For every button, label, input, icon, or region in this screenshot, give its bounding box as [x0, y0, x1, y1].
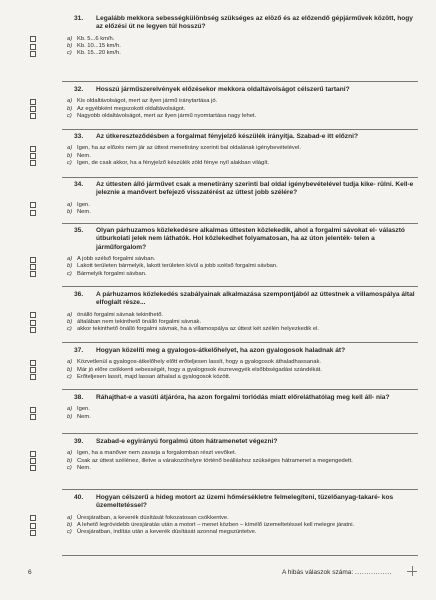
- question-35: [62, 227, 418, 278]
- answer-checkbox[interactable]: [30, 257, 36, 263]
- answer-option[interactable]: a) Kis oldaltávolságot, mert az ilyen jármű iránytartása jó.: [30, 98, 418, 105]
- answer-option[interactable]: a) Igen, ha az előzés nem jár az úttest menetirány szerinti bal oldalának igénybevételével.: [30, 145, 418, 152]
- question-number: 36.: [74, 291, 84, 298]
- answer-option[interactable]: c) Üresjáratban, indítás után a keverék dúsítását azonnal megszüntetve.: [30, 529, 418, 536]
- question-33: [62, 133, 418, 167]
- separator-line: [62, 389, 418, 390]
- question-36: [62, 291, 418, 333]
- question-32: [62, 86, 418, 120]
- answer-option[interactable]: b) Már jó előre csökkenti sebességét, hogy a gyalogosok észrevegyék elsőbbségadási szándékát.: [30, 367, 418, 374]
- separator-line: [62, 342, 418, 343]
- answer-checkbox[interactable]: [30, 146, 36, 152]
- answer-checkbox[interactable]: [30, 36, 36, 42]
- answer-checkbox[interactable]: [30, 523, 36, 529]
- error-count-blank[interactable]: ................: [355, 569, 392, 576]
- question-number: 40.: [74, 494, 84, 501]
- separator-line: [62, 286, 418, 287]
- answer-option[interactable]: b) Csak az úttest szélénez, illetve a várakozóhelyre történő beálláshoz szükséges hátramenet a megengedett.: [30, 458, 418, 465]
- answer-checkbox[interactable]: [30, 106, 36, 112]
- answer-option[interactable]: b) Nem.: [30, 209, 418, 216]
- answer-option[interactable]: a) Kb. 5...6 km/h.: [30, 36, 418, 43]
- separator-line: [62, 223, 418, 224]
- answer-option[interactable]: b) Lakott területen bármelyik, lakott területen kívül a jobb szélső forgalmi sávban.: [30, 263, 418, 270]
- question-39: [62, 438, 418, 472]
- answer-checkbox[interactable]: [30, 113, 36, 119]
- question-number: 35.: [74, 227, 84, 234]
- answer-option[interactable]: b) Kb. 10...15 km/h.: [30, 43, 418, 50]
- registration-cross-icon: [407, 566, 417, 576]
- separator-line: [62, 177, 418, 178]
- question-text: Hogyan célszerű a hideg motort az üzemi hőmérsékletre felmelegíteni, tüzelőanyag-takaré- kos üzemeltetéssel?: [96, 494, 394, 510]
- question-number: 37.: [74, 347, 84, 354]
- question-38: [62, 394, 418, 421]
- answer-checkbox[interactable]: [30, 451, 36, 457]
- answer-option[interactable]: b) általában nem tekinthető önálló forgalmi sávnak.: [30, 319, 418, 326]
- answer-checkbox[interactable]: [30, 414, 36, 420]
- error-count-label: [282, 569, 392, 576]
- answer-checkbox[interactable]: [30, 320, 36, 326]
- question-31: [62, 15, 418, 57]
- answer-option[interactable]: a) Igen, ha a manőver nem zavarja a forgalomban részt vevőket.: [30, 450, 418, 457]
- question-text: Az úttesten álló járművet csak a menetirány szerinti bal oldal igénybevételével tudja kike- rülni. Kell-e jeleznie a manővert befejező visszatérést az úttest jobb szélére?: [96, 181, 414, 197]
- answer-checkbox[interactable]: [30, 367, 36, 373]
- separator-line: [62, 489, 418, 490]
- answer-checkbox[interactable]: [30, 327, 36, 333]
- answer-checkbox[interactable]: [30, 160, 36, 166]
- question-text: Szabad-e egyirányú forgalmú úton hátramenetet végezni?: [96, 438, 278, 445]
- answer-checkbox[interactable]: [30, 153, 36, 159]
- question-text: Ráhajthat-e a vasúti átjáróra, ha azon forgalmi torlódás miatt előreláthatólag meg kell áll- nia?: [96, 394, 390, 401]
- answer-checkbox[interactable]: [30, 202, 36, 208]
- answer-checkbox[interactable]: [30, 312, 36, 318]
- answer-checkbox[interactable]: [30, 264, 36, 270]
- answer-checkbox[interactable]: [30, 210, 36, 216]
- answer-option[interactable]: c) Nem.: [30, 465, 418, 472]
- answer-checkbox[interactable]: [30, 458, 36, 464]
- answer-option[interactable]: a) Közvetlenül a gyalogos-átkelőhely előtt erőteljesen lassít, hogy a gyalogosok áthaladhassanak.: [30, 359, 418, 366]
- question-40: [62, 494, 418, 536]
- answer-option[interactable]: a) A jobb szélső forgalmi sávban.: [30, 256, 418, 263]
- question-number: 31.: [74, 15, 84, 22]
- answer-option[interactable]: a) Igen.: [30, 202, 418, 209]
- error-count-text: A hibás válaszok száma:: [282, 569, 354, 576]
- answer-option[interactable]: c) Igen, de csak akkor, ha a fényjelző készülék zöld fénye nyíl alakban világít.: [30, 160, 418, 167]
- question-number: 32.: [74, 86, 84, 93]
- answer-checkbox[interactable]: [30, 515, 36, 521]
- page-number: 6: [28, 569, 32, 576]
- question-text: Olyan párhuzamos közlekedésre alkalmas úttesten közlekedik, ahol a forgalmi sávokat el- választó útburkolati jelek nem láthatók. Hol közlekedhet folyamatosan, ha az úton jelenték- telen a járműforgalom?: [96, 227, 405, 251]
- question-text: Hosszú járműszerelvények előzésekor mekkora oldaltávolságot célszerű tartani?: [96, 86, 350, 93]
- question-34: [62, 181, 418, 216]
- answer-checkbox[interactable]: [30, 99, 36, 105]
- answer-option[interactable]: c) Nagyobb oldaltávolságot, mert az ilyen jármű nyomtartása nagy lehet.: [30, 113, 418, 120]
- separator-line: [62, 129, 418, 130]
- question-text: Az útkereszteződésben a forgalmat fényjelző készülék irányítja. Szabad-e itt előzni?: [96, 133, 358, 140]
- answer-option[interactable]: c) Bármelyik forgalmi sávban.: [30, 271, 418, 278]
- question-number: 38.: [74, 394, 84, 401]
- question-number: 33.: [74, 133, 84, 140]
- answer-option[interactable]: c) Kb. 15...20 km/h.: [30, 50, 418, 57]
- answer-checkbox[interactable]: [30, 530, 36, 536]
- question-text: Legalább mekkora sebességkülönbség szükséges az elöző és az előzendő gépjárművek között, hogy az előzési út ne legyen túl hosszú?: [96, 15, 413, 31]
- answer-option[interactable]: a) Igen.: [30, 406, 418, 413]
- answer-option[interactable]: c) akkor tekinthető önálló forgalmi sávnak, ha a villamospálya az úttest két szélén helyezkedik el.: [30, 326, 418, 333]
- answer-checkbox[interactable]: [30, 271, 36, 277]
- answer-checkbox[interactable]: [30, 51, 36, 57]
- answer-checkbox[interactable]: [30, 44, 36, 50]
- question-text: A párhuzamos közlekedés szabályainak alkalmazása szempontjából az úttestnek a villamospálya által elfoglalt része...: [96, 291, 415, 307]
- answer-checkbox[interactable]: [30, 465, 36, 471]
- answer-checkbox[interactable]: [30, 407, 36, 413]
- separator-line: [62, 555, 418, 556]
- answer-option[interactable]: b) A lehető legrövidebb üresjáratás után a motort – menet közben – kímélő üzemeltetéssel kell melegre járatni.: [30, 522, 418, 529]
- answer-option[interactable]: a) önálló forgalmi sávnak tekinthető.: [30, 312, 418, 319]
- answer-option[interactable]: c) Erőteljesen lassít, majd lassan áthalad a gyalogosok között.: [30, 374, 418, 381]
- question-number: 39.: [74, 438, 84, 445]
- answer-option[interactable]: a) Üresjáratban, a keverék dúsítását fokozatosan csökkentve.: [30, 515, 418, 522]
- answer-option[interactable]: b) Nem.: [30, 153, 418, 160]
- question-number: 34.: [74, 181, 84, 188]
- answer-checkbox[interactable]: [30, 360, 36, 366]
- answer-option[interactable]: b) Nem.: [30, 414, 418, 421]
- answer-checkbox[interactable]: [30, 374, 36, 380]
- separator-line: [62, 433, 418, 434]
- separator-line: [62, 81, 418, 82]
- answer-option[interactable]: b) Az egyébként megszokott oldaltávolságot.: [30, 106, 418, 113]
- question-37: [62, 347, 418, 381]
- question-text: Hogyan közelíti meg a gyalogos-átkelőhelyet, ha azon gyalogosok haladnak át?: [96, 347, 346, 354]
